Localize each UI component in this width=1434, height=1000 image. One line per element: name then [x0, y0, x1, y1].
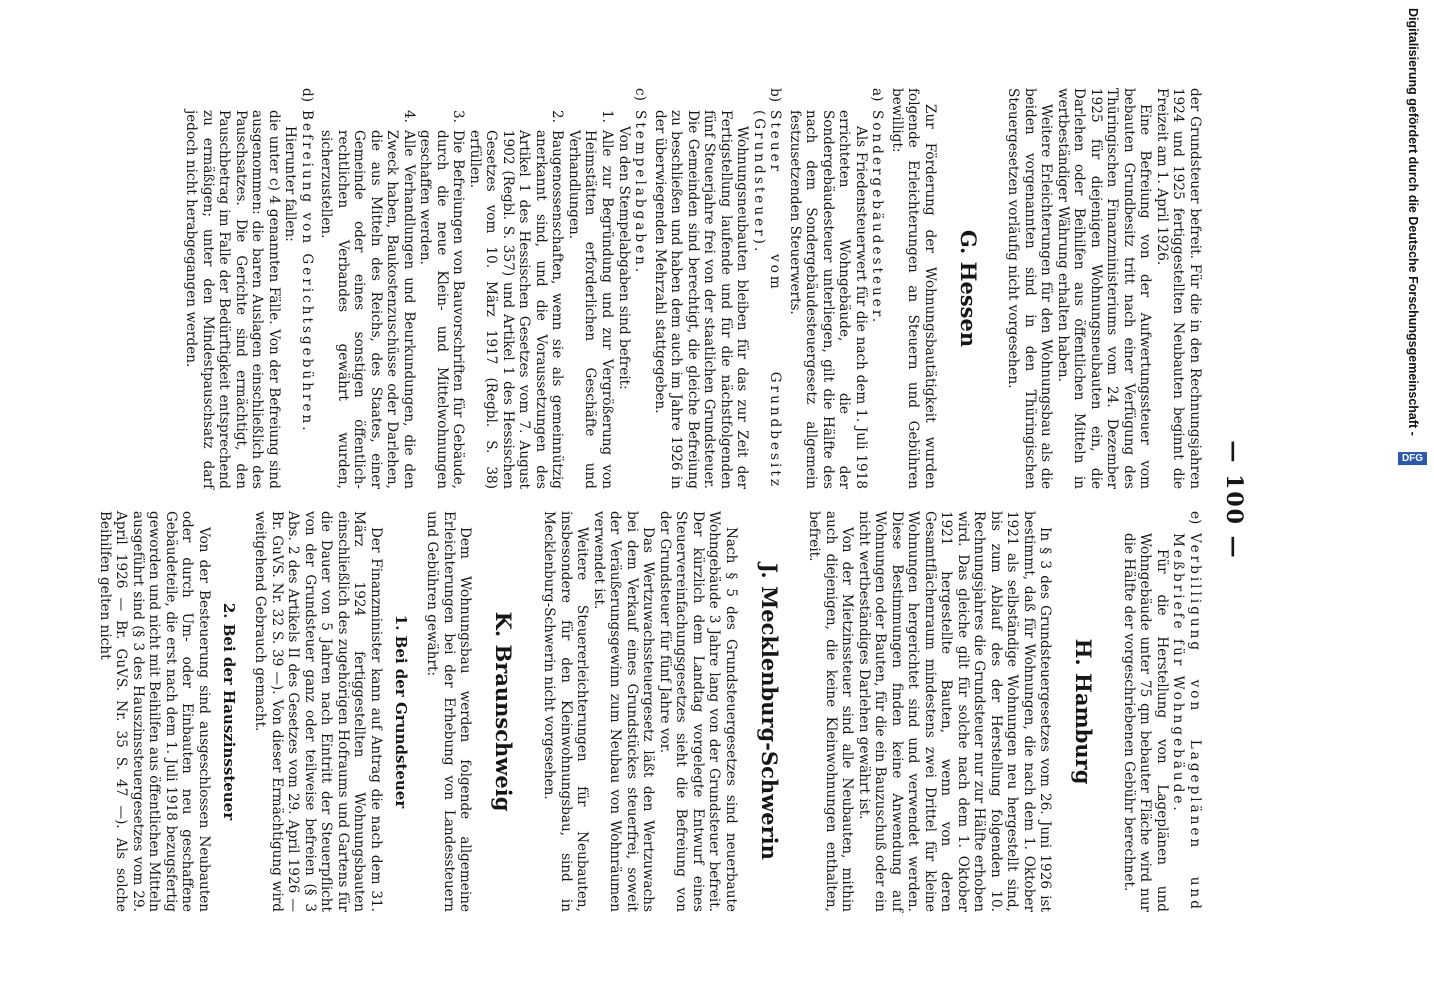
item-marker: a): [869, 88, 886, 102]
item-title: Steuer vom Grundbesitz (Grundsteuer).: [750, 110, 784, 489]
section-heading-hamburg: H. Hamburg: [1071, 638, 1097, 785]
sub-item-4: [318, 110, 417, 489]
item-marker: d): [298, 88, 315, 103]
paragraph: Der Finanzminister kann auf Antrag die nach dem 31. März 1924 fertiggestellten Wohnungsbauten einschließlich des zugehörigen Hofraums und Gartens für die Dauer von 5 Jahren nach Eintritt der Steuerpflicht von der Grundsteuer ganz oder teilweise befreien (§ 3 Abs. 2 des Artikels II des Gesetzes vom 29. April 1926 — Br. GuVS. Nr. 32 S. 39 —). Von dieser Ermächtigung wird weitgehend Gebrauch gemacht.: [252, 511, 384, 912]
digitization-note: [1402, 8, 1424, 708]
section-heading-mecklenburg-schwerin: J. Mecklenburg-Schwerin: [756, 563, 782, 860]
list-item-e: [1120, 511, 1203, 912]
item-body: [318, 110, 648, 489]
section-heading-hessen: G. Hessen: [955, 229, 981, 348]
item-marker: e): [1187, 511, 1203, 525]
sub-item-number: 1.: [599, 110, 616, 123]
right-column: [96, 511, 1203, 912]
item-title: Verbilligung von Lageplänen und Meßbriefe für Wohngebäude.: [1170, 533, 1203, 912]
dfg-logo: DFG: [1398, 452, 1427, 465]
sub-item-number: 2.: [549, 110, 566, 123]
paragraph: Dem Wohnungsbau werden folgende allgemeine Erleichterungen bei der Erhebung von Landessteuern und Gebühren gewährt:: [424, 511, 474, 912]
sub-item-2: [466, 110, 565, 489]
list-item-b: [651, 88, 783, 489]
paragraph: In § 3 des Grundsteuergesetzes vom 26. Juni 1926 ist bestimmt, daß für Wohnungen, die nach dem 1. Oktober 1921 als selbständige Wohnungen neu hergestellt sind, bis zum Ablauf des der Herstellung folgenden 10. Rechnungsjahres die Grundsteuer nur zur Hälfte erhoben wird. Das gleiche gilt für solche nach dem 1. Oktober 1921 hergestellte Bauten, wenn von deren Gesamtflächenraum mindestens zwei Drittel für kleine Wohnungen hergerichtet sind und verwendet werden. Diese Bestimmungen finden keine Anwendung auf Wohnungen oder Bauten, für die ein Bauzuschuß oder ein nicht wertbeständiges Darlehen gewährt ist.: [855, 511, 1054, 912]
item-body: [1120, 533, 1203, 912]
sub-item-text: Die Befreiungen von Bauvorschriften für Gebäude, durch die neue Klein- und Mittelwohnungen geschaffen werden.: [417, 130, 467, 489]
subsection-heading-grundsteuer: 1. Bei der Grundsteuer: [391, 614, 410, 809]
list-item-c: [318, 88, 648, 489]
list-item-a: [786, 88, 885, 489]
item-text: die unter c) 4 genannten Fälle. Von der Befreiung sind ausgenommen: die baren Auslagen einschließlich des Pauschsatzes. Die Gerichte sind ermächtigt, den Pauschbetrag im Falle der Bedürftigkeit entsprechend zu ermäßigen; unter den Mindestpauschsatz darf jedoch nicht herabgegangen werden.: [183, 110, 282, 489]
sub-item-3: [417, 110, 467, 489]
sub-item-number: 3.: [450, 110, 467, 123]
sub-item-text: Alle zur Begründung und zur Vergrößerung von Heimstätten erforderlichen Geschäfte und Verhandlungen.: [565, 130, 616, 489]
digitization-text: Digitalisierung gefördert durch die Deutsche Forschungsgemeinschaft -: [1406, 8, 1420, 436]
sub-item-text: Alle Verhandlungen und Beurkundungen, die den Zweck haben, Baukostenzuschüsse oder Darlehen, die aus Mitteln des Reichs, des Staates, einer Gemeinde oder eines sonstigen öffentlich-rechtlichen Verbandes gewährt wurden, sicherzustellen.: [318, 130, 417, 489]
paragraph: Weitere Erleichterungen für den Wohnungsbau als die beiden vorgenannten sind in den Thüringischen Steuergesetzen vorläufig nicht vorgesehen.: [1005, 88, 1055, 489]
page-number: — 100 —: [1221, 440, 1247, 560]
item-body: [183, 110, 315, 489]
list-item-d: [183, 88, 315, 489]
document-page: [96, 0, 1307, 1000]
paragraph: Zur Förderung der Wohnungsbautätigkeit wurden folgende Erleichterungen an Steuern und Gebühren bewilligt:: [888, 88, 938, 489]
paragraph: Von der Besteuerung sind ausgeschlossen Neubauten oder durch Um- oder Einbauten neu geschaffene Gebäudeteile, die erst nach dem 1. Juli 1918 bezugsfertig geworden und nicht mit Beihilfen aus öffentlichen Mitteln ausgeführt sind (§ 3 des Hauszinssteuergesetzes vom 29. April 1926 — Br. GuVS. Nr. 35 S. 47 —). Als solche Beihilfen gelten nicht: [96, 511, 212, 912]
item-intro: Von den Stempelabgaben sind befreit:: [615, 126, 632, 390]
item-marker: c): [632, 88, 649, 101]
page-columns: [96, 88, 1203, 912]
item-body: [651, 110, 783, 489]
paragraph: Das Wertzuwachssteuergesetz läßt den Wertzuwachs bei dem Verkauf eines Grundstückes steuerfrei, soweit der Veräußerungsgewinn zum Neubau von Wohnräumen verwendet ist.: [590, 511, 657, 912]
item-text: Als Friedensteuerwert für die nach dem 1. Juli 1918 errichteten Wohngebäude, die der Sondergebäudesteuer unterliegen, gilt die Hälfte des nach dem Sondergebäudesteuergesetz allgemein festzusetzenden Steuerwerts.: [786, 110, 869, 489]
item-marker: b): [767, 88, 784, 103]
item-title: Befreiung von Gerichtsgebühren.: [298, 110, 315, 434]
paragraph: der Grundsteuer befreit. Für die in den Rechnungsjahren 1924 und 1925 fertiggestellten Neubauten beginnt die Freizeit am 1. April 1926.: [1153, 88, 1203, 489]
item-body: [786, 110, 885, 489]
paragraph: Eine Befreiung von der Aufwertungssteuer vom bebauten Grundbesitz tritt nach einer Verfügung des Thüringischen Finanzministeriums vom 24. Dezember 1925 für diejenigen Wohnungsneubauten ein, die Darlehen oder Beihilfen aus öffentlichen Mitteln in wertbeständiger Währung erhalten haben.: [1054, 88, 1154, 489]
paragraph: Nach § 5 des Grundsteuergesetzes sind neuerbaute Wohngebäude 3 Jahre lang von der Grundsteuer befreit. Der kürzlich dem Landtag vorgelegte Entwurf eines Steuervereinfachungsgesetzes sieht die Befreiung von der Grundsteuer für fünf Jahre vor.: [656, 511, 739, 912]
sub-item-text: Baugenossenschaften, wenn sie als gemeinnützig anerkannt sind, und die Voraussetzungen des Artikel 1 des Hessischen Gesetzes vom 7. August 1902 (Regbl. S. 357) und Artikel 1 des Hessischen Gesetzes vom 10. März 1917 (Regbl. S. 38) erfüllen.: [466, 130, 566, 489]
left-column: [96, 88, 1203, 489]
paragraph: Weitere Steuererleichterungen für Neubauten, insbesondere für den Kleinwohnungsbau, sind in Mecklenburg-Schwerin nicht vorgesehen.: [541, 511, 591, 912]
item-intro: Hierunter fallen:: [282, 126, 299, 242]
item-text: Für die Herstellung von Lageplänen und Wohngebäude unter 75 qm bebauter Fläche wird nur die Hälfte der vorgeschriebenen Gebühr berechnet.: [1120, 533, 1170, 912]
subsection-heading-hauszinssteuer: 2. Bei der Hauszinssteuer: [219, 602, 238, 821]
paragraph: Von der Mietzinssteuer sind alle Neubauten, mithin auch diejenigen, die keine Kleinwohnungen enthalten, befreit.: [806, 511, 856, 912]
section-heading-braunschweig: K. Braunschweig: [491, 611, 517, 812]
item-title: Sondergebäudesteuer.: [869, 110, 886, 326]
item-title: Stempelabgaben.: [632, 110, 649, 276]
sub-item-1: [565, 110, 615, 489]
item-text: Wohnungsneubauten bleiben für das zur Zeit der Fertigstellung laufende und für die nächstfolgenden fünf Steuerjahre frei von der staatlichen Grundsteuer. Die Gemeinden sind berechtigt, die gleiche Befreiung zu beschließen und haben dem auch im Jahre 1926 in der überwiegenden Mehrzahl stattgegeben.: [651, 110, 751, 489]
sub-item-number: 4.: [400, 110, 417, 123]
